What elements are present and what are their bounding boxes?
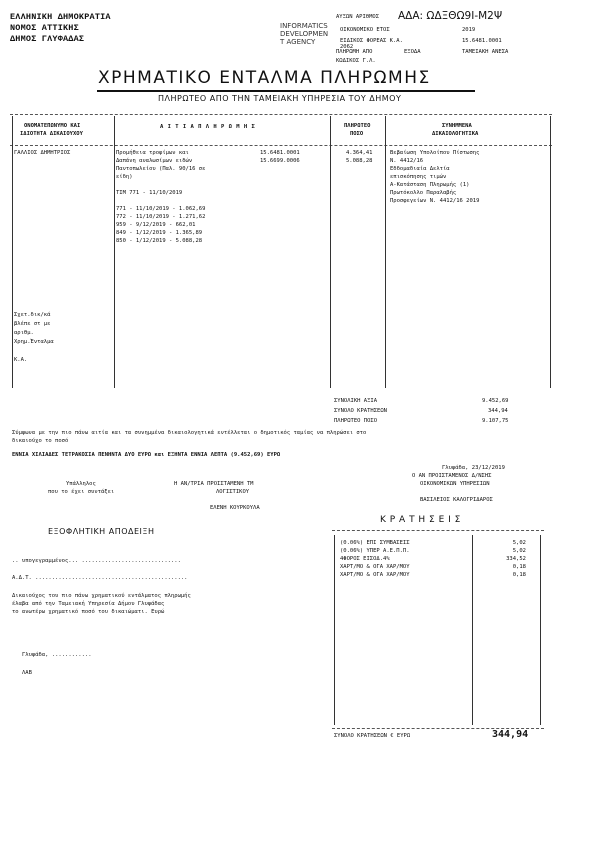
kratiseis-title: Κ Ρ Α Τ Η Σ Ε Ι Σ — [380, 515, 461, 525]
table-vline-1 — [12, 116, 13, 388]
code-2: 15.6699.0006 — [260, 158, 300, 164]
kodikos-label: ΚΩΔΙΚΟΣ Γ.Λ. — [336, 58, 376, 64]
col1-header-line-1: ΟΝΟΜΑΤΕΠΩΝΥΜΟ ΚΑΙ — [24, 123, 81, 129]
eidikos-value: 15.6481.0001 — [462, 38, 502, 44]
kratiseis-total-value: 344,94 — [492, 729, 529, 740]
table-top-rule — [10, 114, 552, 115]
statement-line-2: δικαιούχο το ποσό — [12, 438, 69, 444]
header-left-line-3: ΔΗΜΟΣ ΓΛΥΦΑΔΑΣ — [10, 34, 85, 44]
stamp-number: 2062 — [340, 44, 354, 50]
aitia-line: Προμήθεια τροφίμων και — [116, 150, 189, 156]
place-date: Γλυφάδα, 23/12/2019 — [442, 465, 505, 471]
table-vline-2 — [114, 116, 115, 388]
watermark-line-3: T AGENCY — [280, 38, 316, 46]
table-vline-5 — [550, 116, 551, 388]
left-title-line-2: που το έχει συντάξει — [48, 489, 115, 495]
ada-number: ΑΔΑ: ΩΔΞΘΩ9Ι-Μ2Ψ — [398, 10, 503, 22]
pliromi-mid: ΕΞΟΔΑ — [404, 49, 421, 55]
kratisi-value: 334,52 — [506, 556, 526, 562]
total-label-1: ΣΥΝΟΛΙΚΗ ΑΞΙΑ — [334, 398, 378, 404]
right-title-line-2: ΟΙΚΟΝΟΜΙΚΩΝ ΥΠΗΡΕΣΙΩΝ — [420, 481, 490, 487]
doc-line: Προσφεγείων Ν. 4412/16 2019 — [390, 198, 480, 204]
aitia-line: 849 - 1/12/2019 - 1.365,89 — [116, 230, 203, 236]
watermark-line-2: DEVELOPMEN — [280, 30, 329, 38]
kratisi-label: ΧΑΡΤ/ΜΟ & ΟΓΑ ΧΑΡ/ΜΟΥ — [340, 572, 410, 578]
ada-prefix: ΑΥΞΩΝ ΑΡΙΘΜΟΣ — [336, 14, 380, 20]
etos-value: 2019 — [462, 27, 476, 33]
col4-header-line-2: ΔΙΚΑΙΟΛΟΓΗΤΙΚΑ — [432, 131, 479, 137]
doc-line: Ν. 4412/16 — [390, 158, 424, 164]
table-vline-4 — [385, 116, 386, 388]
kratisi-label: ΧΑΡΤ/ΜΟ & ΟΓΑ ΧΑΡ/ΜΟΥ — [340, 564, 410, 570]
receipt-place: Γλυφάδα, ............ — [22, 652, 92, 658]
pliromi-label: ΠΛΗΡΩΜΗ ΑΠΟ — [336, 49, 373, 55]
code-1: 15.6481.0001 — [260, 150, 300, 156]
right-name: ΒΑΣΙΛΕΙΟΣ ΚΑΛΟΓΡΙΔΑΡΟΣ — [420, 497, 493, 503]
left-note-line: Σχετ.δικ/κά — [14, 312, 51, 318]
header-left-line-2: ΝΟΜΟΣ ΑΤΤΙΚΗΣ — [10, 23, 79, 33]
receipt-sign: ΛΑΒ — [22, 670, 32, 676]
col3-header-line-2: ΠΟΣΟ — [350, 131, 364, 137]
table-header-rule — [10, 145, 552, 146]
kratiseis-total-label: ΣΥΝΟΛΟ ΚΡΑΤΗΣΕΩΝ € ΕΥΡΩ — [334, 733, 411, 739]
left-note-line: Χρημ.Ένταλμα — [14, 339, 54, 345]
pliromi-right: ΤΑΜΕΙΑΚΗ ΑΝΕΣΑ — [462, 49, 509, 55]
receipt-text-2: έλαβα από την Ταμειακή Υπηρεσία Δήμου Γλυφάδας — [12, 601, 165, 607]
mid-title-line-2: ΛΟΓΙΣΤΙΚΟΥ — [216, 489, 250, 495]
mid-name: ΕΛΕΝΗ ΚΟΥΡΚΟΥΛΑ — [210, 505, 260, 511]
aitia-line: 959 - 9/12/2019 - 662,01 — [116, 222, 196, 228]
eidikos-label: ΕΙΔΙΚΟΣ ΦΟΡΕΑΣ Κ.Α. — [340, 38, 403, 44]
receipt-text-3: το ανωτέρω χρηματικό ποσό του δικαιώματι. Ευρώ — [12, 609, 165, 615]
col4-header-line-1: ΣΥΝΗΜΜΕΝΑ — [442, 123, 472, 129]
total-label-3: ΠΛΗΡΩΤΕΟ ΠΟΣΟ — [334, 418, 378, 424]
kratiseis-vline-left — [334, 535, 335, 725]
receipt-line-2: Α.Δ.Τ. .............................................. — [12, 575, 188, 581]
aitia-line: 771 - 11/10/2019 - 1.062,69 — [116, 206, 206, 212]
left-note-line: βλέπε στ με — [14, 321, 51, 327]
kratisi-label: 4ΦΟΡΟΣ ΕΙΣΟΔ.4% — [340, 556, 390, 562]
kratiseis-vline-right — [540, 535, 541, 725]
amount-1: 4.364,41 — [346, 150, 373, 156]
left-note-line: Κ.Α. — [14, 357, 28, 363]
total-label-2: ΣΥΝΟΛΟ ΚΡΑΤΗΣΕΩΝ — [334, 408, 387, 414]
doc-line: Εδδομαδιαία Δελτία — [390, 166, 450, 172]
total-value-1: 9.452,69 — [482, 398, 509, 404]
left-note-line: αριθμ. — [14, 330, 34, 336]
aitia-line: 772 - 11/10/2019 - 1.271,62 — [116, 214, 206, 220]
total-value-3: 9.107,75 — [482, 418, 509, 424]
aitia-line: Δαπάνη αναλωσίμων ειδών — [116, 158, 193, 164]
col2-header: Α Ι Τ Ι Α Π Λ Η Ρ Ω Μ Η Σ — [160, 124, 256, 130]
mid-title-line-1: Η ΑΝ/ΤΡΙΑ ΠΡΟΙΣΤΑΜΕΝΗ ΤΜ — [174, 481, 254, 487]
doc-line: Πρωτόκολλο Παραλαβής — [390, 190, 457, 196]
right-title-line-1: Ο ΑΝ ΠΡΟΙΣΤΑΜΕΝΟΣ Δ/ΝΣΗΣ — [412, 473, 492, 479]
kratisi-value: 0,18 — [512, 572, 526, 578]
doc-line: Βεβαίωση Υπολοίπου Πίστωσης — [390, 150, 480, 156]
kratisi-label: (0.06%) ΥΠΕΡ Α.Ε.Π.Π. — [340, 548, 410, 554]
document-title: ΧΡΗΜΑΤΙΚΟ ΕΝΤΑΛΜΑ ΠΛΗΡΩΜΗΣ — [98, 68, 431, 88]
receipt-title: ΕΞΟΦΛΗΤΙΚΗ ΑΠΟΔΕΙΞΗ — [48, 527, 155, 536]
table-vline-3 — [330, 116, 331, 388]
kratiseis-vline-mid — [472, 535, 473, 725]
doc-line: Α-Κατάσταση Πληρωμής (1) — [390, 182, 470, 188]
receipt-line-1: .. υπογεγραμμένος... .............................. — [12, 558, 181, 564]
total-value-2: 344,94 — [488, 408, 508, 414]
doc-line: επισκόπησης τιμών — [390, 174, 447, 180]
col3-header-line-1: ΠΛΗΡΩΤΕΟ — [344, 123, 371, 129]
title-underline — [97, 90, 475, 92]
left-title-line-1: Υπάλληλος — [66, 481, 96, 487]
aitia-line: Παντοπωλείου (Παλ. 90/16 σε — [116, 166, 206, 172]
amount-in-words: ΕΝΝΙΑ ΧΙΛΙΑΔΕΣ ΤΕΤΡΑΚΟΣΙΑ ΠΕΝΗΝΤΑ ΔΥΟ ΕΥΡΩ και ΕΞΗΝΤΑ ΕΝΝΙΑ ΛΕΠΤΑ (9.452,69) ΕΥΡΩ — [12, 452, 281, 458]
document-subtitle: ΠΛΗΡΩΤΕΟ ΑΠΟ ΤΗΝ ΤΑΜΕΙΑΚΗ ΥΠΗΡΕΣΙΑ ΤΟΥ ΔΗΜΟΥ — [158, 94, 402, 103]
receipt-text-1: Δικαιούχος του πιο πάνω χρηματικού εντάλματος πληρωμής — [12, 593, 191, 599]
beneficiary-name: ΓΑΛΛΙΟΣ ΔΗΜΗΤΡΙΟΣ — [14, 150, 71, 156]
etos-label: ΟΙΚΟΝΟΜΙΚΟ ΕΤΟΣ — [340, 27, 390, 33]
kratiseis-top-rule — [332, 530, 544, 531]
watermark-line-1: INFORMATICS — [280, 22, 328, 30]
aitia-line: 850 - 1/12/2019 - 5.088,28 — [116, 238, 203, 244]
kratisi-value: 5,02 — [512, 540, 526, 546]
kratisi-value: 0,18 — [512, 564, 526, 570]
kratisi-label: (0.06%) ΕΠΙ ΣΥΜΒΑΣΕΙΣ — [340, 540, 410, 546]
statement-line-1: Σύμφωνα με την πιο πάνω αιτία και τα συνημμένα δικαιολογητικά εντέλλεται ο δημοτικός ταμίας να πληρώσει στο — [12, 430, 367, 436]
header-left-line-1: ΕΛΛΗΝΙΚΗ ΔΗΜΟΚΡΑΤΙΑ — [10, 12, 111, 22]
col1-header-line-2: ΙΔΙΟΤΗΤΑ ΔΙΚΑΙΟΥΧΟΥ — [20, 131, 83, 137]
aitia-line: ΤΙΜ 771 - 11/10/2019 — [116, 190, 183, 196]
amount-2: 5.088,28 — [346, 158, 373, 164]
kratisi-value: 5,02 — [512, 548, 526, 554]
aitia-line: είδη) — [116, 174, 133, 180]
